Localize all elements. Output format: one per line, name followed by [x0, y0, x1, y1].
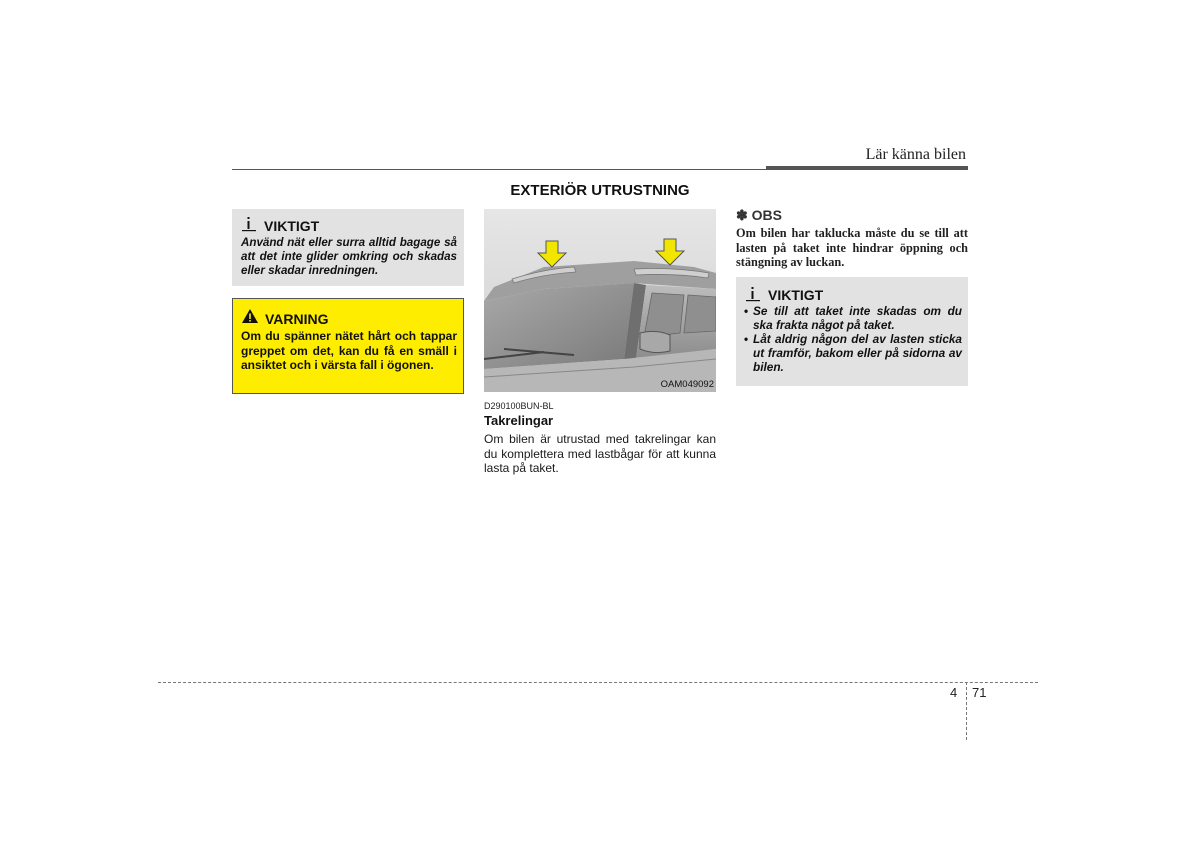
running-title: Lär känna bilen	[865, 146, 966, 163]
roof-rail-illustration	[484, 209, 716, 392]
obs-title: ✽ OBS	[736, 207, 782, 223]
viktigt-note-box	[232, 209, 464, 286]
chapter-number: 4	[950, 685, 958, 700]
list-item: • Se till att taket inte skadas om du ska frakta något på taket.	[744, 304, 962, 332]
footer-divider	[966, 682, 967, 740]
list-item: • Låt aldrig någon del av lasten sticka ut framför, bakom eller på sidorna av bilen.	[744, 332, 962, 374]
sub-heading: Takrelingar	[484, 413, 554, 428]
viktigt-title: VIKTIGT	[264, 218, 320, 234]
page-number: 71	[972, 685, 987, 700]
warning-triangle-icon	[241, 308, 259, 324]
header-bar	[766, 166, 968, 170]
varning-box	[232, 298, 464, 394]
section-title: EXTERIÖR UTRUSTNING	[510, 182, 690, 199]
caution-icon	[240, 215, 258, 233]
viktigt-list	[744, 304, 962, 374]
car-roof-drawing	[484, 209, 716, 392]
caution-icon	[744, 285, 762, 303]
varning-title: VARNING	[265, 311, 329, 327]
viktigt-title: VIKTIGT	[768, 287, 824, 303]
varning-body: Om du spänner nätet hårt och tappar greppet om det, kan du få en smäll i ansiktet och i värsta fall i ögonen.	[241, 329, 457, 372]
footer-rule	[158, 682, 1038, 683]
obs-text: Om bilen har taklucka måste du se till att lasten på taket inte hindrar öppning och stängning av luckan.	[736, 226, 968, 269]
figure-code: OAM049092	[660, 379, 714, 390]
section-code: D290100BUN-BL	[484, 401, 554, 411]
viktigt-body: Använd nät eller surra alltid bagage så att det inte glider omkring och skadas eller skadar inredningen.	[241, 236, 457, 277]
viktigt-note-box	[736, 277, 968, 386]
body-text: Om bilen är utrustad med takrelingar kan du komplettera med lastbågar för att kunna lasta på taket.	[484, 432, 716, 475]
